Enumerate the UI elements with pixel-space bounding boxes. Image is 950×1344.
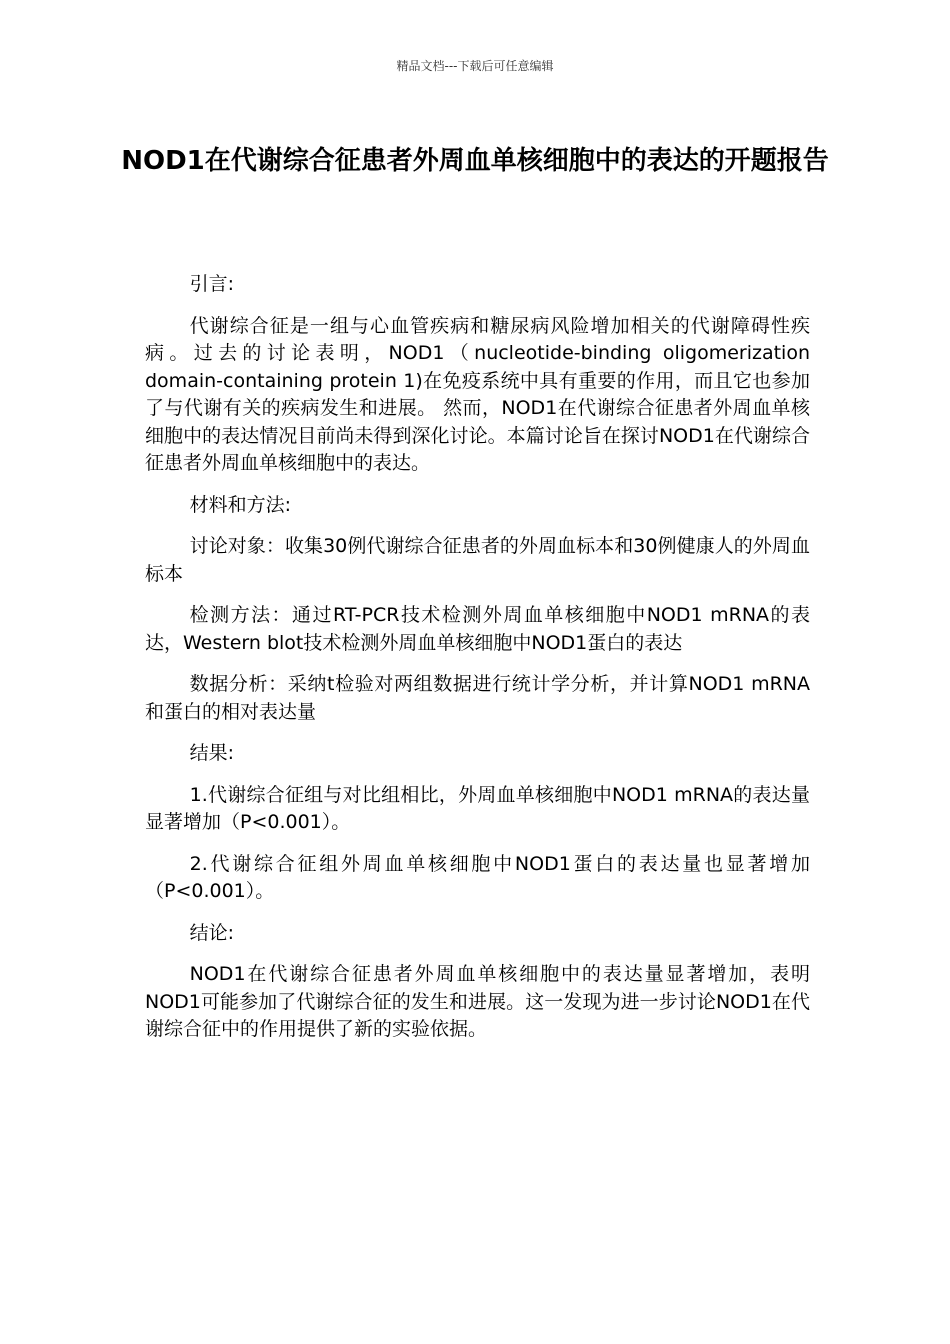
document-body [145, 271, 810, 1058]
results-heading: 结果: [189, 742, 235, 764]
methods-heading: 材料和方法: [189, 493, 292, 516]
methods-detection-paragraph: 检测方法：通过RT-PCR技术检测外周血单核细胞中NOD1 mRNA的表达，Western blot技术检测外周血单核细胞中NOD1蛋白的表达 [145, 604, 810, 654]
page-header: 精品文档---下载后可任意编辑 [396, 59, 554, 73]
intro-paragraph: 代谢综合征是一组与心血管疾病和糖尿病风险增加相关的代谢障碍性疾病。过去的讨论表明，NOD1（nucleotide-binding oligomerization domain-containing protein 1)在免疫系统中具有重要的作用，而且它也参加了与代谢有关的疾病发生和进展。 然而，NOD1在代谢综合征患者外周血单核细胞中的表达情况目前尚未得到深化讨论。本篇讨论旨在探讨NOD1在代谢综合征患者外周血单核细胞中的表达。 [145, 314, 810, 474]
result-item-2: 2.代谢综合征组外周血单核细胞中NOD1蛋白的表达量也显著增加（P<0.001）。 [145, 852, 810, 902]
methods-analysis-paragraph: 数据分析：采纳t检验对两组数据进行统计学分析，并计算NOD1 mRNA和蛋白的相对表达量 [145, 673, 810, 723]
result-item-1: 1.代谢综合征组与对比组相比，外周血单核细胞中NOD1 mRNA的表达量显著增加（P<0.001）。 [145, 783, 810, 833]
document-title: NOD1在代谢综合征患者外周血单核细胞中的表达的开题报告 [121, 146, 829, 176]
conclusion-paragraph: NOD1在代谢综合征患者外周血单核细胞中的表达量显著增加，表明NOD1可能参加了代谢综合征的发生和进展。这一发现为进一步讨论NOD1在代谢综合征中的作用提供了新的实验依据。 [145, 963, 810, 1040]
methods-subjects-paragraph: 讨论对象：收集30例代谢综合征患者的外周血标本和30例健康人的外周血标本 [145, 535, 810, 585]
intro-heading: 引言: [189, 273, 235, 295]
conclusion-heading: 结论: [189, 921, 235, 944]
